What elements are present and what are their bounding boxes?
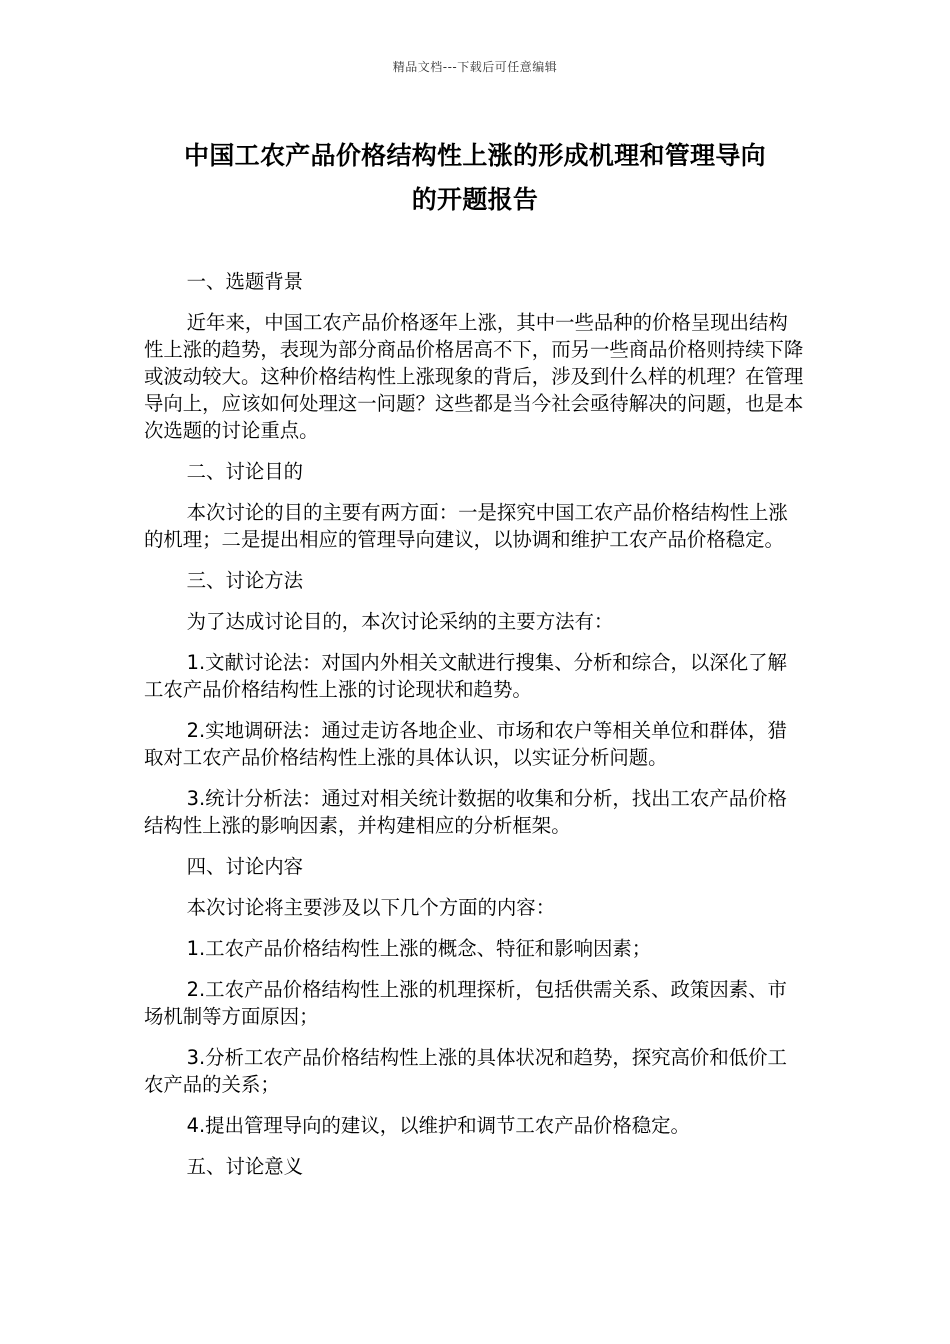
section-heading-method: 三、讨论方法: [186, 569, 304, 592]
document-body: [144, 268, 806, 1194]
title-line-1: 中国工农产品价格结构性上涨的形成机理和管理导向: [184, 141, 766, 170]
paragraph-method-intro: 为了达成讨论目的，本次讨论采纳的主要方法有：: [186, 610, 614, 633]
list-item-content-1: 1.工农产品价格结构性上涨的概念、特征和影响因素；: [186, 937, 652, 960]
list-item-content-2: 2.工农产品价格结构性上涨的机理探析，包括供需关系、政策因素、市场机制等方面原因；: [144, 978, 787, 1028]
list-item-method-3: 3.统计分析法：通过对相关统计数据的收集和分析，找出工农产品价格结构性上涨的影响因素，并构建相应的分析框架。: [144, 787, 787, 837]
paragraph-background: 近年来，中国工农产品价格逐年上涨，其中一些品种的价格呈现出结构性上涨的趋势，表现为部分商品价格居高不下，而另一些商品价格则持续下降或波动较大。这种价格结构性上涨现象的背后，涉及到什么样的机理？在管理导向上，应该如何处理这一问题？这些都是当今社会亟待解决的问题，也是本次选题的讨论重点。: [144, 311, 804, 442]
list-item-method-2: 2.实地调研法：通过走访各地企业、市场和农户等相关单位和群体，猎取对工农产品价格结构性上涨的具体认识，以实证分析问题。: [144, 719, 787, 769]
list-item-content-3: 3.分析工农产品价格结构性上涨的具体状况和趋势，探究高价和低价工农产品的关系；: [144, 1046, 787, 1096]
section-heading-significance: 五、讨论意义: [186, 1155, 304, 1178]
document-title: [130, 134, 820, 222]
section-heading-content: 四、讨论内容: [186, 855, 304, 878]
paragraph-content-intro: 本次讨论将主要涉及以下几个方面的内容：: [186, 896, 556, 919]
paragraph-purpose: 本次讨论的目的主要有两方面：一是探究中国工农产品价格结构性上涨的机理；二是提出相应的管理导向建议，以协调和维护工农产品价格稳定。: [144, 501, 788, 551]
list-item-method-1: 1.文献讨论法：对国内外相关文献进行搜集、分析和综合，以深化了解工农产品价格结构性上涨的讨论现状和趋势。: [144, 651, 787, 701]
section-heading-purpose: 二、讨论目的: [186, 460, 304, 483]
list-item-content-4: 4.提出管理导向的建议，以维护和调节工农产品价格稳定。: [186, 1114, 690, 1137]
title-line-2: 的开题报告: [411, 185, 539, 214]
header-note: 精品文档---下载后可任意编辑: [392, 60, 558, 74]
section-heading-background: 一、选题背景: [186, 270, 304, 293]
